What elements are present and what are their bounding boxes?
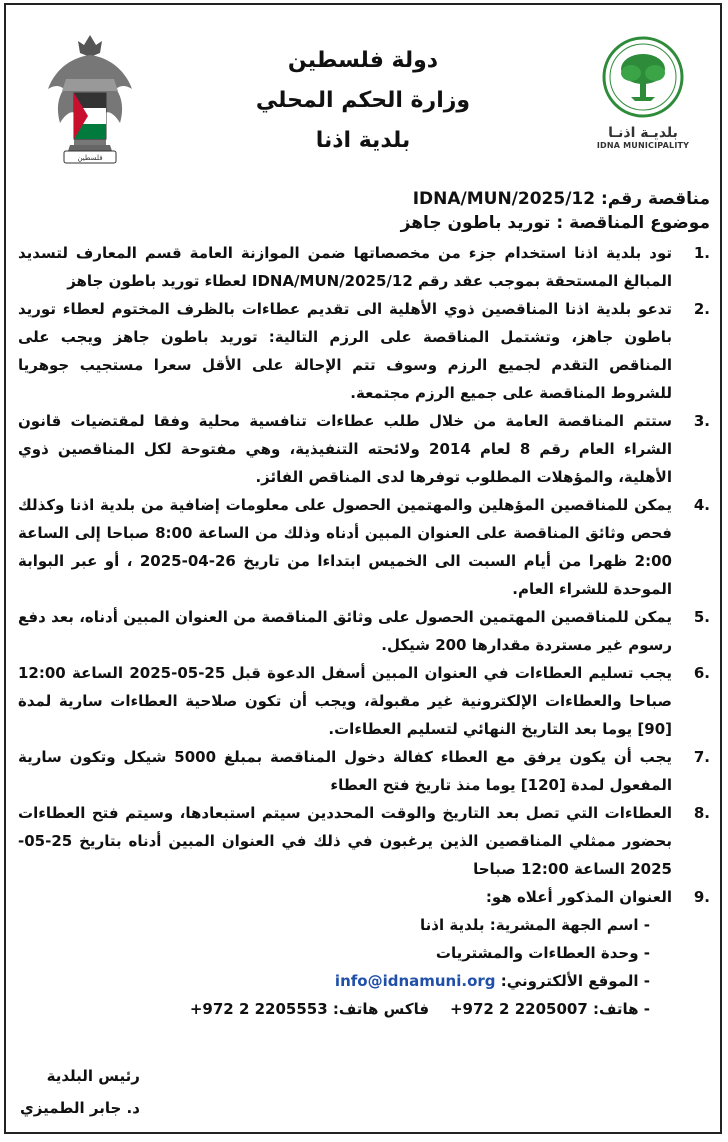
logo-text-english: IDNA MUNICIPALITY — [596, 141, 690, 150]
tender-subject: موضوع المناقصة : توريد باطون جاهز — [400, 213, 710, 233]
signature-title: رئيس البلدية — [46, 1067, 140, 1085]
header — [6, 5, 720, 187]
tender-meta — [6, 187, 720, 235]
item-number: 7. — [693, 748, 710, 766]
fax-label: فاكس هاتف: — [332, 1000, 430, 1018]
item-number: 9. — [693, 888, 710, 906]
email-label: - الموقع الألكتروني: — [500, 972, 650, 990]
list-item — [6, 407, 720, 491]
phone-label: - هاتف: — [593, 1000, 650, 1018]
idna-municipality-logo — [588, 35, 698, 163]
item-text: العنوان المذكور أعلاه هو: — [485, 888, 672, 906]
item-number: 5. — [693, 608, 710, 626]
list-item — [6, 659, 720, 743]
item-text: تدعو بلدية اذنا المناقصين ذوي الأهلية الى تقديم عطاءات بالظرف المختوم لعطاء توريد باطون جاهز، وتشتمل المناقصة على الرزم التالية: توريد باطون جاهز ويجب على المناقص التقدم لجميع الرزم وسوف تتم الإحالة على الأقل سعرا مستجيب جوهريا للشروط المناقصة على جميع الرزم مجتمعة. — [18, 300, 672, 402]
item-text: يمكن للمناقصين المؤهلين والمهتمين الحصول على معلومات إضافية من بلدية اذنا وكذلك فحص وثائق المناقصة على العنوان المبين أدناه وذلك من الساعة 8:00 صباحا إلى الساعة 2:00 ظهرا من أيام السبت الى الخميس ابتداءا من تاريخ 26-04-2025 ، أو عبر البوابة الموحدة للشراء العام. — [18, 496, 672, 598]
address-email-row — [6, 967, 650, 995]
signature-name: د. جابر الطميزي — [20, 1099, 140, 1117]
tender-number-label: مناقصة رقم: — [600, 189, 710, 209]
item-number: 1. — [693, 244, 710, 262]
signature-block — [20, 1060, 140, 1124]
tree-logo-icon — [601, 35, 685, 119]
list-item — [6, 295, 720, 407]
emblem-caption: فلسطين — [77, 154, 103, 162]
logo-text-arabic: بلديـة اذنـا — [608, 125, 678, 141]
ministry-title: وزارة الحكم المحلي — [255, 88, 471, 113]
list-item — [6, 239, 720, 295]
item-number: 2. — [693, 300, 710, 318]
address-unit: - وحدة العطاءات والمشتريات — [435, 944, 650, 962]
item-number: 8. — [693, 804, 710, 822]
list-item — [6, 883, 720, 911]
item-text: تود بلدية اذنا استخدام جزء من مخصصاتها ضمن الموازنة العامة قسم المعارف لتسديد المبالغ المستحقة بموجب عقد رقم IDNA/MUN/2025/12 لعطاء توريد باطون جاهز — [18, 244, 672, 290]
item-text: ستتم المناقصة العامة من خلال طلب عطاءات تنافسية محلية وفقا لمقتضيات قانون الشراء العام رقم 8 لعام 2014 ولائحته التنفيذية، وهي مفتوحة لكل المناقصين ذوي الأهلية، والمؤهلات المطلوب توفرها لدى المناقص الفائز. — [18, 412, 673, 486]
item-number: 6. — [693, 664, 710, 682]
list-item — [6, 799, 720, 883]
item-text: يمكن للمناقصين المهتمين الحصول على وثائق المناقصة من العنوان المبين أدناه، بعد دفع رسوم غير مستردة مقدارها 200 شيكل. — [18, 608, 672, 654]
tender-number-line — [16, 187, 710, 211]
list-item — [6, 743, 720, 799]
list-item — [6, 603, 720, 659]
item-number: 4. — [693, 496, 710, 514]
state-title: دولة فلسطين — [287, 48, 439, 73]
address-details — [6, 911, 720, 1023]
item-text: يجب تسليم العطاءات في العنوان المبين أسفل الدعوة قبل 25-05-2025 الساعة 12:00 صباحا والعطاءات الإلكترونية غير مقبولة، ويجب أن تكون صلاحية العطاءات سارية لمدة [90] يوما بعد التاريخ النهائي لتسليم العطاءات. — [18, 664, 673, 738]
tender-notice-page — [4, 3, 722, 1134]
tender-items-list — [6, 239, 720, 911]
phone-number: +972 2 2205007 — [449, 1000, 588, 1018]
item-number: 3. — [693, 412, 710, 430]
fax-number: +972 2 2205553 — [189, 1000, 328, 1018]
list-item — [6, 491, 720, 603]
item-text: العطاءات التي تصل بعد التاريخ والوقت المحددين سيتم استبعادها، وسيتم فتح العطاءات بحضور ممثلي المناقصين الذين يرغبون في ذلك في العنوان المبين أدناه بتاريخ 25-05-2025 الساعة 12:00 صباحا — [18, 804, 672, 878]
address-phone-row — [6, 995, 650, 1023]
item-text: يجب أن يكون يرفق مع العطاء كفالة دخول المناقصة بمبلغ 5000 شيكل وتكون سارية المفعول لمدة [120] يوما منذ تاريخ فتح العطاء — [18, 748, 672, 794]
email-link[interactable]: info@idnamuni.org — [334, 972, 496, 990]
address-entity: - اسم الجهة المشرية: بلدية اذنا — [420, 916, 650, 934]
tender-number: IDNA/MUN/2025/12 — [412, 189, 596, 209]
municipality-title: بلدية اذنا — [315, 128, 411, 153]
